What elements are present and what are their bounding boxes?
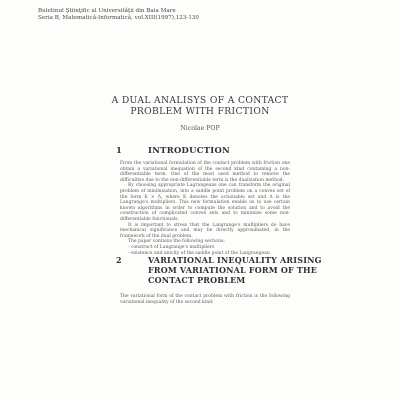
list-item: - construct of Langrange's multipliers [128, 244, 215, 250]
paper-author: Nicolae POP [180, 125, 220, 132]
list-item: - existence and unicity of the saddle point of the Langrangean [128, 250, 270, 256]
paper-title-line1: A DUAL ANALISYS OF A CONTACT [111, 95, 289, 106]
body-paragraph: From the variational formulation of the contact problem with friction one obtain a variational inequation of the second kind containing a non-differentiable term. One of the most used method to remove the difficulties due to the non-differentiable term is the dualization method. [120, 161, 290, 183]
paper-title [0, 95, 400, 117]
section-body-variational-inequality [120, 294, 290, 305]
body-paragraph: By choosing appropriate Lagrangeans one can transform the original problem of minimization, into a saddle point problem on a convex set of the form K × Λ, where K denotes the actionable set and Λ is the Langrange's multipliers. This new formulation enable us to use certain known algorithms in order to compute the solution and to avoid the construction of complicated convex sets and to minimize some non-differentiable functionals. [120, 183, 290, 222]
journal-header-line2: Seria B, Matematică-Informatică, vol.XIII(1997),123-130 [38, 14, 199, 21]
journal-header [38, 8, 238, 22]
section-body-introduction [120, 161, 290, 256]
section-number: 2 [116, 255, 122, 265]
paper-title-line2: PROBLEM WITH FRICTION [130, 106, 270, 117]
journal-header-line1: Buletinul Ştiinţific al Universităţii din Baia Mare [38, 8, 176, 14]
section-number: 1 [116, 145, 123, 155]
section-title: VARIATIONAL INEQUALITY ARISING FROM VARIATIONAL FORM OF THE CONTACT PROBLEM [148, 255, 322, 285]
section-title: INTRODUCTION [148, 145, 230, 155]
body-paragraph: It is important to stress that the Langrange's multipliers do have mechanical significance and may be directly approximated, in the framework of the dual problem. [120, 222, 290, 239]
body-paragraph: The paper contains the following sections: [128, 239, 225, 245]
body-paragraph: The variational form of the contact problem with friction is the following variational inequality of the second kind: [120, 294, 290, 305]
